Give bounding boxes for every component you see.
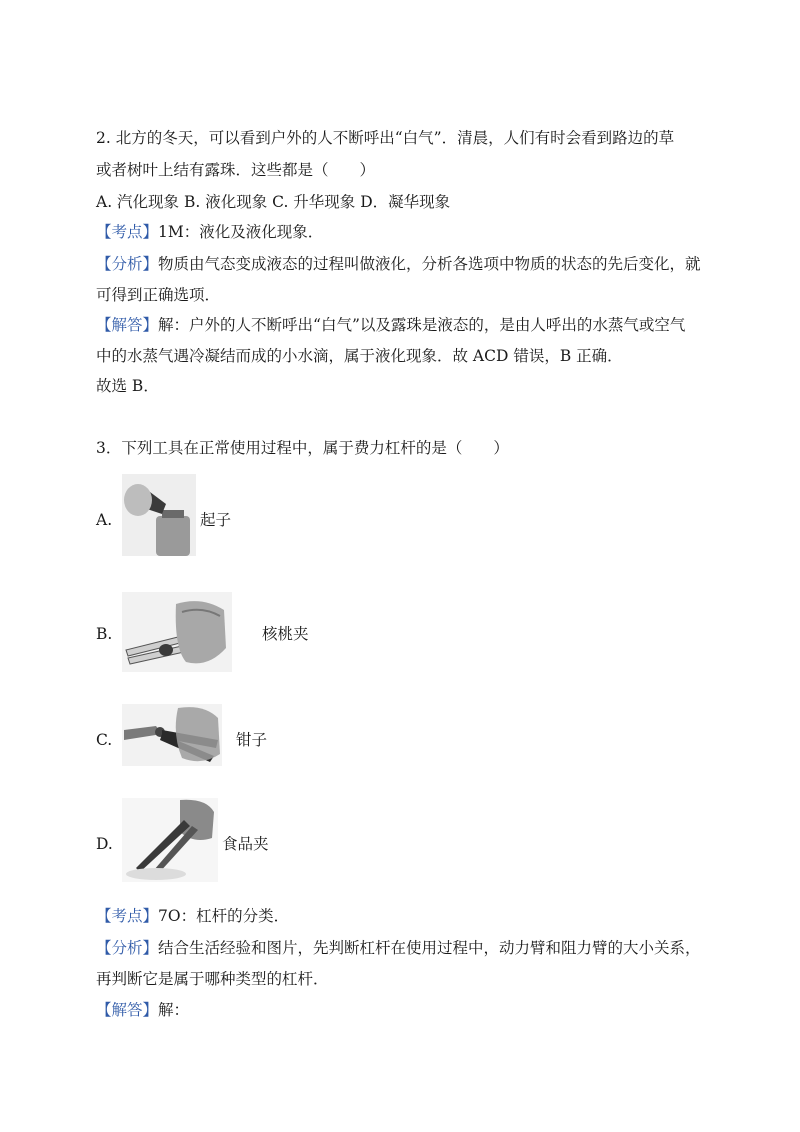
q3-option-b-name: 核桃夹 [262,625,309,643]
q2-jieda-line2: 中的水蒸气遇冷凝结而成的小水滴，属于液化现象．故 ACD 错误，B 正确． [96,347,623,365]
q3-fenxi-line1 [96,938,701,958]
q3-option-a-name: 起子 [200,511,232,529]
q3-kaodian [96,906,289,926]
q3-option-d-name: 食品夹 [222,835,269,853]
q3-fenxi-line2: 再判断它是属于哪种类型的杠杆． [96,970,329,988]
q3-stem: 3．下列工具在正常使用过程中，属于费力杠杆的是（ ） [96,439,509,457]
fenxi-tag: 【分析】 [96,939,159,957]
q2-stem-line2: 或者树叶上结有露珠．这些都是（ ） [96,161,376,179]
jieda-tag: 【解答】 [96,316,159,334]
bottle-opener-photo-icon [122,474,196,556]
q3-option-a-letter: A. [96,511,113,529]
q2-fenxi-line2: 可得到正确选项． [96,286,221,304]
pliers-photo-icon [122,704,222,766]
jieda-text: 解： [158,1001,190,1019]
fenxi-text: 结合生活经验和图片，先判断杠杆在使用过程中，动力臂和阻力臂的大小关系， [158,939,701,957]
q3-option-d-letter: D. [96,835,113,853]
q2-options: A. 汽化现象 B. 液化现象 C. 升华现象 D．凝华现象 [96,193,451,211]
fenxi-text: 物质由气态变成液态的过程叫做液化，分析各选项中物质的状态的先后变化，就 [158,255,701,273]
q3-option-b-letter: B. [96,625,113,643]
kaodian-tag: 【考点】 [96,907,159,925]
q2-conclusion: 故选 B． [96,377,159,395]
fenxi-tag: 【分析】 [96,255,159,273]
food-tongs-photo-icon [122,798,218,882]
jieda-text: 解：户外的人不断呼出“白气”以及露珠是液态的，是由人呼出的水蒸气或空气 [158,316,686,334]
q3-option-c-letter: C. [96,731,113,749]
jieda-tag: 【解答】 [96,1001,159,1019]
kaodian-text: 1M：液化及液化现象． [158,223,324,241]
q2-kaodian [96,222,323,242]
kaodian-tag: 【考点】 [96,223,159,241]
q3-option-c-name: 钳子 [236,731,268,749]
q2-fenxi-line1 [96,254,701,274]
q2-stem-line1: 2. 北方的冬天，可以看到户外的人不断呼出“白气”．清晨，人们有时会看到路边的草 [96,129,675,147]
q2-jieda-line1 [96,315,685,335]
kaodian-text: 7O：杠杆的分类． [158,907,290,925]
nutcracker-photo-icon [122,592,232,672]
q3-jieda [96,1000,189,1020]
